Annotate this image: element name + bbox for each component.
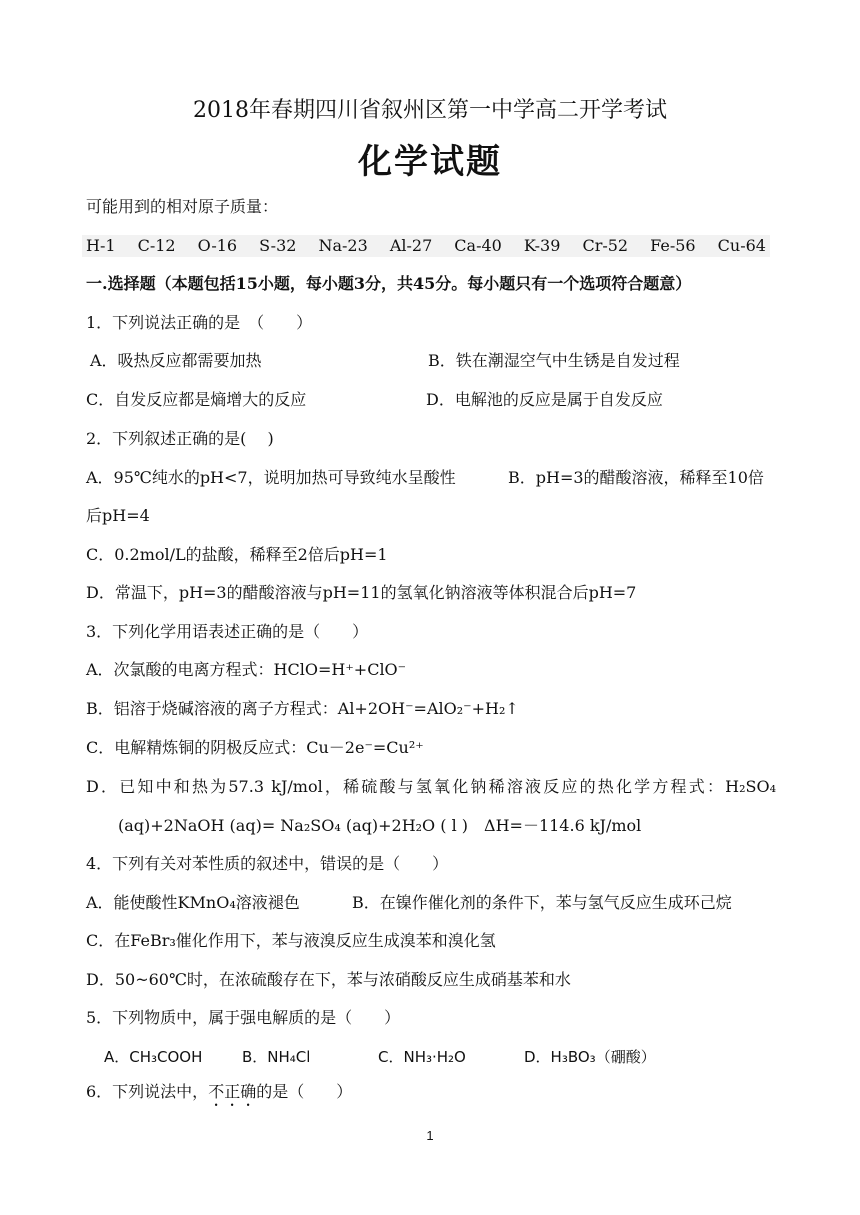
question-3-option-b: B．铝溶于烧碱溶液的离子方程式：Al+2OH⁻=AlO₂⁻+H₂↑ [86, 699, 519, 718]
question-6-stem-prefix: 6．下列说法中， [86, 1082, 209, 1101]
atomic-mass-item: Cr-52 [582, 236, 629, 255]
atomic-mass-item: C-12 [137, 236, 176, 255]
question-1-option-c: C．自发反应都是熵增大的反应 [86, 390, 307, 409]
question-4-stem: 4．下列有关对苯性质的叙述中，错误的是（ ） [86, 854, 449, 873]
atomic-mass-item: H-1 [86, 236, 116, 255]
atomic-mass-item: Ca-40 [454, 236, 502, 255]
atomic-mass-item: K-39 [523, 236, 561, 255]
exam-subject-title: 化学试题 [358, 142, 502, 182]
question-2-option-d: D．常温下，pH=3的醋酸溶液与pH=11的氢氧化钠溶液等体积混合后pH=7 [86, 583, 637, 602]
exam-title: 2018年春期四川省叙州区第一中学高二开学考试 [193, 98, 667, 123]
question-2-option-b: B．pH=3的醋酸溶液，稀释至10倍 [508, 468, 764, 487]
question-6-emphasis: 不正确 [208, 1082, 257, 1101]
question-2-option-c: C．0.2mol/L的盐酸，稀释至2倍后pH=1 [86, 545, 388, 564]
question-4-option-a: A．能使酸性KMnO₄溶液褪色 [86, 893, 300, 912]
question-3-stem: 3．下列化学用语表述正确的是（ ） [86, 622, 369, 641]
question-6-stem-suffix: 的是（ ） [256, 1082, 353, 1101]
question-3-option-a: A．次氯酸的电离方程式：HClO=H⁺+ClO⁻ [86, 660, 407, 679]
question-1-option-d: D．电解池的反应是属于自发反应 [426, 390, 663, 409]
question-4-option-b: B．在镍作催化剂的条件下，苯与氢气反应生成环己烷 [352, 893, 732, 912]
page-number: 1 [426, 1128, 434, 1143]
atomic-mass-label: 可能用到的相对原子质量： [86, 197, 279, 216]
atomic-mass-item: Al-27 [389, 236, 433, 255]
question-6-stem [86, 1081, 352, 1110]
atomic-mass-item: O-16 [197, 236, 238, 255]
atomic-mass-item: S-32 [259, 236, 297, 255]
question-1-option-b: B．铁在潮湿空气中生锈是自发过程 [428, 351, 680, 370]
atomic-mass-item: Na-23 [318, 236, 368, 255]
atomic-mass-item: Fe-56 [650, 236, 696, 255]
question-5-option-c: C．NH₃·H₂O [378, 1048, 466, 1066]
question-2-option-b-continued: 后pH=4 [86, 506, 150, 525]
question-5-option-a: A．CH₃COOH [104, 1048, 203, 1066]
question-3-option-d: D．已知中和热为57.3 kJ/mol，稀硫酸与氢氧化钠稀溶液反应的热化学方程式：H₂SO₄ [86, 777, 776, 796]
section-heading: 一.选择题（本题包括15小题，每小题3分，共45分。每小题只有一个选项符合题意） [86, 274, 692, 293]
question-2-stem: 2．下列叙述正确的是( ) [86, 429, 274, 448]
question-4-option-c: C．在FeBr₃催化作用下，苯与液溴反应生成溴苯和溴化氢 [86, 931, 496, 950]
atomic-mass-list [82, 235, 770, 257]
question-2-option-a: A．95℃纯水的pH<7，说明加热可导致纯水呈酸性 [86, 468, 456, 487]
question-5-option-d: D．H₃BO₃（硼酸） [524, 1048, 656, 1066]
question-1-option-a: A．吸热反应都需要加热 [90, 351, 262, 370]
atomic-mass-item: Cu-64 [717, 236, 766, 255]
question-5-option-b: B．NH₄Cl [242, 1048, 311, 1066]
question-1-stem: 1．下列说法正确的是 （ ） [86, 313, 313, 332]
question-4-option-d: D．50~60℃时，在浓硫酸存在下，苯与浓硝酸反应生成硝基苯和水 [86, 970, 571, 989]
question-3-option-d-continued: (aq)+2NaOH (aq)= Na₂SO₄ (aq)+2H₂O ( l ) ΔH=－114.6 kJ/mol [118, 816, 642, 835]
question-3-option-c: C．电解精炼铜的阴极反应式：Cu－2e⁻=Cu²⁺ [86, 738, 424, 757]
question-5-stem: 5．下列物质中，属于强电解质的是（ ） [86, 1008, 401, 1027]
